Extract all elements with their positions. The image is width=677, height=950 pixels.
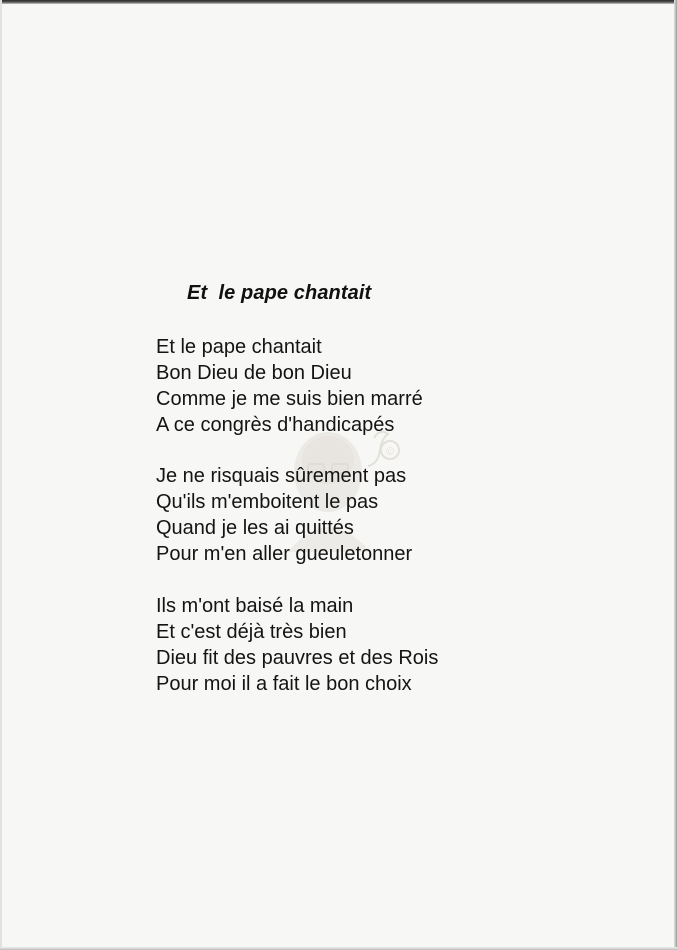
poem-line: Bon Dieu de bon Dieu — [156, 362, 352, 384]
poem-line: Pour moi il a fait le bon choix — [156, 673, 412, 695]
stanza-1 — [156, 334, 423, 438]
poem-line: Et le pape chantait — [156, 336, 322, 358]
poem-line: A ce congrès d'handicapés — [156, 414, 395, 436]
poem-line: Qu'ils m'emboitent le pas — [156, 491, 379, 513]
poem-line: Je ne risquais sûrement pas — [156, 465, 407, 487]
poem-line: Pour m'en aller gueuletonner — [156, 543, 413, 565]
scan-edge-top — [0, 0, 677, 4]
poem-line: Comme je me suis bien marré — [156, 388, 423, 410]
poem-title: Et le pape chantait — [187, 282, 372, 304]
stanza-2 — [156, 463, 412, 567]
poem-line: Quand je les ai quittés — [156, 517, 354, 539]
svg-text:©: © — [386, 446, 395, 458]
poem-line: Dieu fit des pauvres et des Rois — [156, 647, 439, 669]
scan-edge-left — [0, 0, 2, 950]
stanza-3 — [156, 593, 438, 697]
poem-line: Ils m'ont baisé la main — [156, 595, 354, 617]
poem-line: Et c'est déjà très bien — [156, 621, 347, 643]
